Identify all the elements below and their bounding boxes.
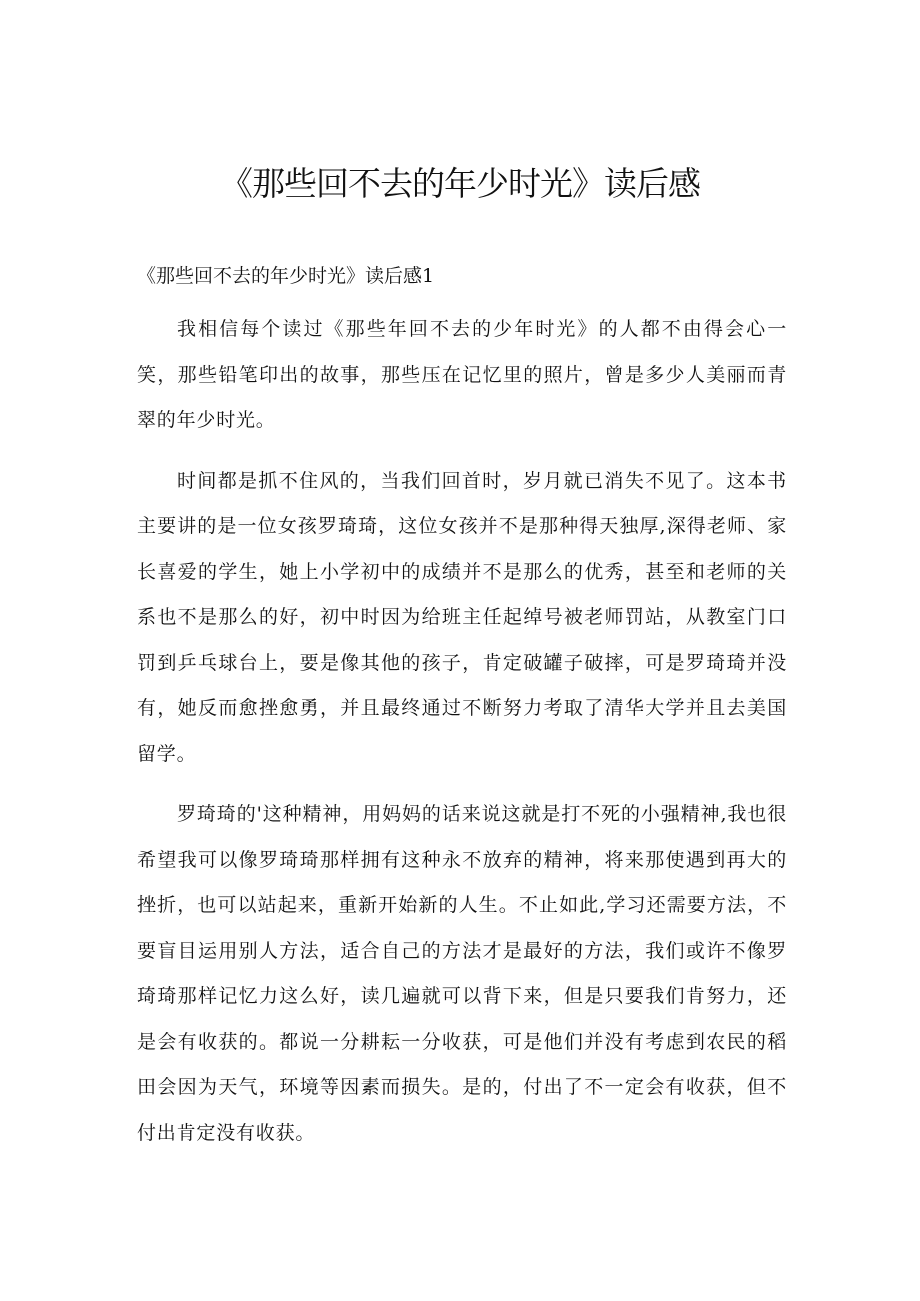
paragraph-1: 我相信每个读过《那些年回不去的少年时光》的人都不由得会心一笑，那些铅笔印出的故事，那些压在记忆里的照片，曾是多少人美丽而青翠的年少时光。 [137,318,787,431]
paragraph-2: 时间都是抓不住风的，当我们回首时，岁月就已消失不见了。这本书主要讲的是一位女孩罗琦琦，这位女孩并不是那种得天独厚,深得老师、家长喜爱的学生，她上小学初中的成绩并不是那么的优秀，甚至和老师的关系也不是那么的好，初中时因为给班主任起绰号被老师罚站，从教室门口罚到乒乓球台上，要是像其他的孩子，肯定破罐子破摔，可是罗琦琦并没有，她反而愈挫愈勇，并且最终通过不断努力考取了清华大学并且去美国留学。 [137,469,787,765]
document-body [137,307,787,1171]
paragraph-3: 罗琦琦的'这种精神，用妈妈的话来说这就是打不死的小强精神,我也很希望我可以像罗琦琦那样拥有这种永不放弃的精神，将来那使遇到再大的挫折，也可以站起来，重新开始新的人生。不止如此,学习还需要方法，不要盲目运用别人方法，适合自己的方法才是最好的方法，我们或许不像罗琦琦那样记忆力这么好，读几遍就可以背下来，但是只要我们肯努力，还是会有收获的。都说一分耕耘一分收获，可是他们并没有考虑到农民的稻田会因为天气，环境等因素而损失。是的，付出了不一定会有收获，但不付出肯定没有收获。 [137,803,787,1144]
section-heading: 《那些回不去的年少时光》读后感1 [137,265,435,287]
document-title: 《那些回不去的年少时光》读后感 [220,164,700,203]
